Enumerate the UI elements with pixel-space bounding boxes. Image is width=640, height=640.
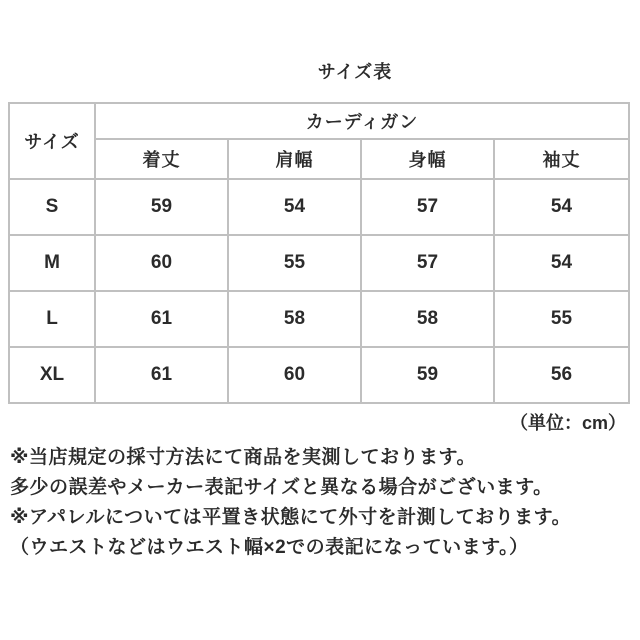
value-cell: 60 [228, 347, 361, 403]
size-cell: M [9, 235, 95, 291]
note-line-1: ※当店規定の採寸方法にて商品を実測しております。 [10, 447, 476, 468]
page-title: サイズ表 [317, 62, 393, 82]
measurement-notes [10, 443, 640, 563]
value-cell: 61 [95, 347, 228, 403]
table-row-m [9, 235, 629, 291]
size-table [8, 102, 630, 404]
value-cell: 54 [228, 179, 361, 235]
table-group-header-row [9, 103, 629, 139]
note-line-3: ※アパレルについては平置き状態にて外寸を計測しております。 [10, 507, 572, 528]
size-cell: XL [9, 347, 95, 403]
column-header-length: 着丈 [95, 139, 228, 179]
value-cell: 54 [494, 235, 629, 291]
product-group-header: カーディガン [95, 103, 629, 139]
note-line-2: 多少の誤差やメーカー表記サイズと異なる場合がございます。 [10, 477, 553, 498]
table-row-s [9, 179, 629, 235]
size-column-header: サイズ [9, 103, 95, 179]
value-cell: 58 [361, 291, 494, 347]
value-cell: 56 [494, 347, 629, 403]
value-cell: 54 [494, 179, 629, 235]
table-subheader-row [9, 139, 629, 179]
size-cell: L [9, 291, 95, 347]
unit-label: （単位：cm） [509, 413, 626, 433]
value-cell: 55 [228, 235, 361, 291]
column-header-body-width: 身幅 [361, 139, 494, 179]
value-cell: 59 [361, 347, 494, 403]
value-cell: 57 [361, 235, 494, 291]
value-cell: 60 [95, 235, 228, 291]
note-line-4: （ウエストなどはウエスト幅×2での表記になっています。） [10, 537, 529, 558]
value-cell: 58 [228, 291, 361, 347]
column-header-sleeve-length: 袖丈 [494, 139, 629, 179]
value-cell: 55 [494, 291, 629, 347]
column-header-shoulder-width: 肩幅 [228, 139, 361, 179]
size-cell: S [9, 179, 95, 235]
value-cell: 59 [95, 179, 228, 235]
table-row-xl [9, 347, 629, 403]
table-row-l [9, 291, 629, 347]
value-cell: 57 [361, 179, 494, 235]
value-cell: 61 [95, 291, 228, 347]
